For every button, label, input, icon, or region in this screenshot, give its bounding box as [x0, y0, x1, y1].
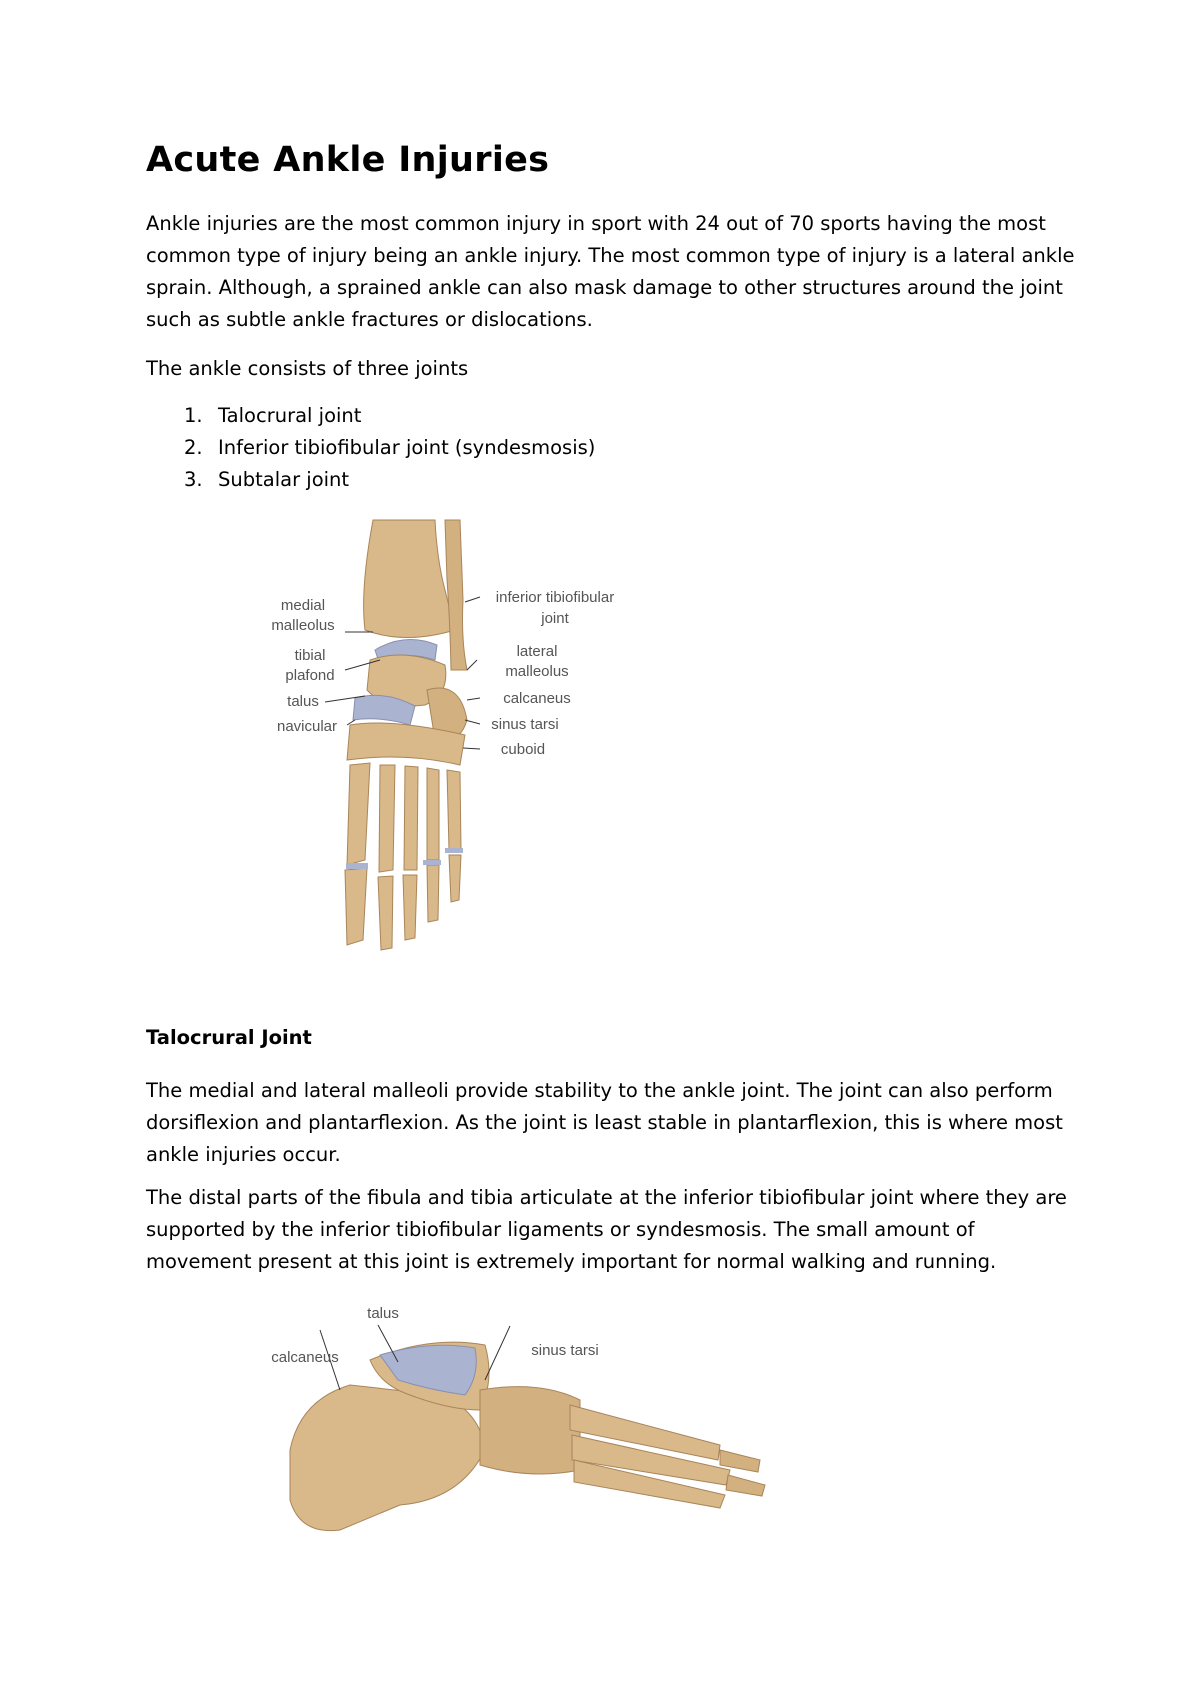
list-item [146, 464, 595, 496]
talocrural-paragraph: The medial and lateral malleoli provide stability to the ankle joint. The joint can also perform dorsiflexion and plantarflexion. As the joint is least stable in plantarflexion, this is where most ankle injuries occur. [146, 1079, 1063, 1166]
label-sinus-tarsi: sinus tarsi [531, 1342, 599, 1359]
page-title: Acute Ankle Injuries [146, 140, 550, 180]
label-tibial-plafond: plafond [285, 667, 335, 684]
leader-line [485, 1326, 510, 1380]
cartilage-mark [423, 860, 441, 865]
foot-bones-illustration [345, 520, 467, 950]
tibiofibular-paragraph: The distal parts of the fibula and tibia articulate at the inferior tibiofibular joint where they are supported by the inferior tibiofibular ligaments or syndesmosis. The small amount of movement present at this joint is extremely important for normal walking and running. [146, 1186, 1067, 1273]
label-lateral-malleolus: malleolus [505, 663, 569, 680]
leader-line [467, 660, 477, 670]
label-navicular: navicular [276, 718, 338, 735]
label-inferior-tibiofibular-joint: joint [541, 610, 569, 627]
leader-line [467, 698, 480, 700]
list-item-number: 3. [184, 468, 203, 491]
section-heading: Talocrural Joint [146, 1026, 312, 1049]
foot-bones-illustration [290, 1342, 765, 1530]
label-calcaneus: calcaneus [271, 1349, 339, 1366]
intro-paragraph: Ankle injuries are the most common injury in sport with 24 out of 70 sports having the most common type of injury being an ankle injury. The most common type of injury is a lateral ankle sprain. Although, a sprained ankle can also mask damage to other structures around the joint such as subtle ankle fractures or dislocations. [146, 212, 1075, 331]
label-cuboid: cuboid [500, 741, 546, 758]
label-talus: talus [367, 1305, 399, 1322]
list-item-label: Inferior tibiofibular joint (syndesmosis) [218, 436, 596, 459]
list-item [146, 400, 595, 432]
cartilage-mark [346, 863, 368, 869]
label-calcaneus: calcaneus [503, 690, 571, 707]
list-item-label: Subtalar joint [218, 468, 350, 491]
list-item-number: 2. [184, 436, 203, 459]
joints-list [146, 400, 595, 496]
label-lateral-malleolus: lateral [516, 643, 558, 660]
label-inferior-tibiofibular-joint: inferior tibiofibular [495, 589, 615, 606]
label-medial-malleolus: malleolus [271, 617, 335, 634]
label-talus: talus [287, 693, 319, 710]
list-item-number: 1. [184, 404, 203, 427]
label-medial-malleolus: medial [280, 597, 326, 614]
label-tibial-plafond: tibial [294, 647, 326, 664]
foot-skeleton-lateral-figure [271, 1300, 800, 1550]
leader-line [465, 597, 480, 602]
label-sinus-tarsi: sinus tarsi [491, 716, 559, 733]
cartilage-mark [445, 848, 463, 853]
leader-line [463, 748, 480, 749]
leader-line [465, 720, 480, 724]
foot-skeleton-dorsal-figure [255, 520, 655, 980]
list-item-label: Talocrural joint [218, 404, 362, 427]
list-item [146, 432, 595, 464]
joints-intro-text: The ankle consists of three joints [146, 357, 469, 380]
